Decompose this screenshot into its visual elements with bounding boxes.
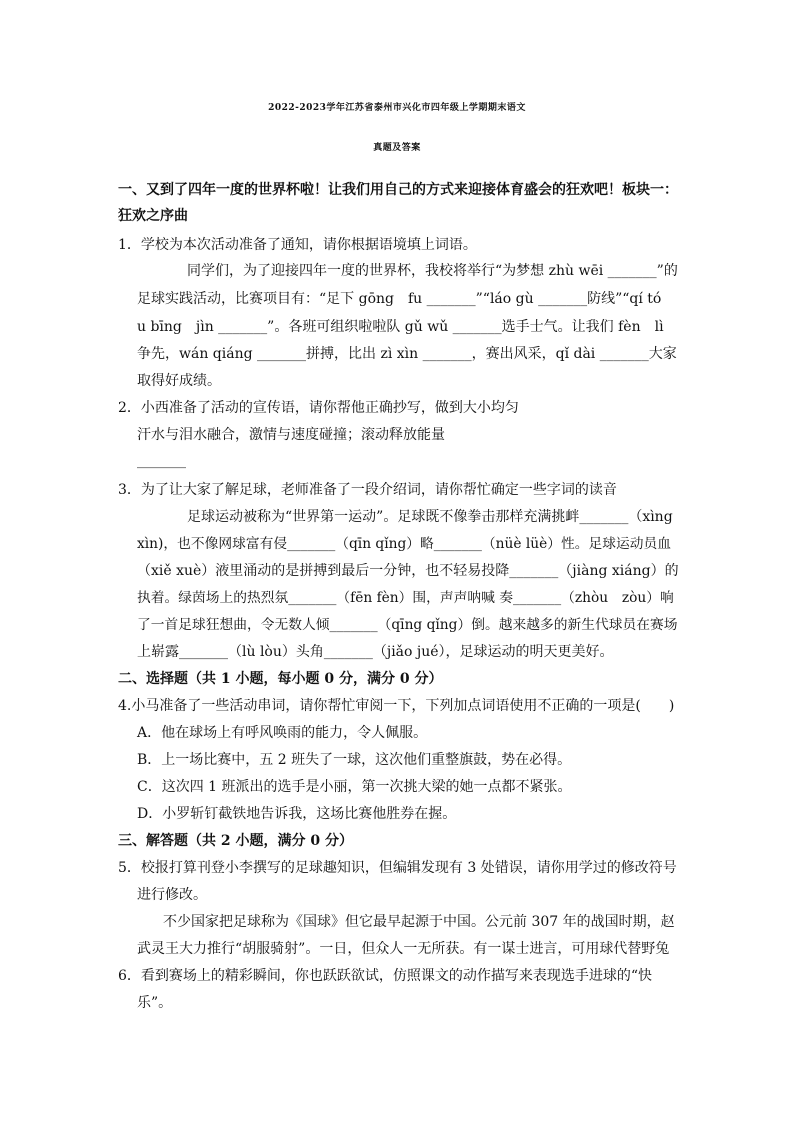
question-1-stem: 1．学校为本次活动准备了通知，请你根据语境填上词语。	[118, 237, 477, 253]
doc-title-line2: 真题及答案	[373, 143, 421, 153]
section-2-heading: 二、选择题（共 1 小题，每小题 0 分，满分 0 分）	[118, 671, 443, 687]
question-4-option-c: C．这次四 1 班派出的选手是小丽，第一次挑大梁的她一点都不紧张。	[137, 779, 572, 795]
section-3-heading: 三、解答题（共 2 小题，满分 0 分）	[118, 833, 353, 849]
question-2-stem: 2．小西准备了活动的宣传语，请你帮他正确抄写，做到大小均匀	[118, 400, 519, 416]
question-1-paragraph-line: 同学们，为了迎接四年一度的世界杯，我校将举行“为梦想 zhù wēi _______”的	[187, 263, 678, 279]
question-2-text: 汗水与泪水融合，激情与速度碰撞；滚动释放能量	[137, 427, 445, 443]
question-1-paragraph-line: u bīng jìn _______”。各班可组织啦啦队 gǔ wǔ _______选手士气。让我们 fèn lì	[137, 319, 664, 335]
question-4-option-a: A．他在球场上有呼风唤雨的能力，令人佩服。	[137, 725, 428, 741]
doc-title-line1: 2022-2023学年江苏省泰州市兴化市四年级上学期期末语文	[268, 103, 526, 113]
question-3-paragraph-line: 了一首足球狂想曲，令无数人倾_______（qīng qǐng）倒。越来越多的新生代球员在赛场	[137, 617, 678, 633]
question-3-stem: 3．为了让大家了解足球，老师准备了一段介绍词，请你帮忙确定一些字词的读音	[118, 482, 617, 498]
question-2-answer-blank: _______	[137, 453, 186, 469]
section-1-heading: 一、又到了四年一度的世界杯啦！让我们用自己的方式来迎接体育盛会的狂欢吧！板块一：	[118, 182, 678, 198]
question-4-option-b: B．上一场比赛中，五 2 班失了一球，这次他们重整旗鼓，势在必得。	[137, 752, 572, 768]
question-4-stem: 4.小马准备了一些活动串词，请你帮忙审阅一下，下列加点词语使用不正确的一项是( )	[118, 698, 675, 714]
question-3-paragraph-line: xìn)，也不像网球富有侵_______（qīn qǐng）略_______（nüè lüè）性。足球运动员血	[137, 536, 672, 552]
question-3-paragraph-line: 上崭露_______（lù lòu）头角_______（jiǎo jué），足球运动的明天更美好。	[137, 644, 614, 660]
question-5-passage-line: 不少国家把足球称为《国球》但它最早起源于中国。公元前 307 年的战国时期，赵	[163, 914, 675, 930]
question-3-paragraph-line: 执着。绿茵场上的热烈氛_______（fēn fèn）围，声声呐喊 奏_______（zhòu zòu）响	[137, 590, 674, 606]
question-6-stem-continued: 乐”。	[137, 995, 173, 1011]
question-1-paragraph-line: 争先，wán qiáng _______拼搏，比出 zì xìn _______，赛出风采，qǐ dài _______大家	[137, 346, 677, 362]
section-1-subheading: 狂欢之序曲	[118, 208, 188, 224]
question-1-paragraph-line: 足球实践活动，比赛项目有：“足下 gōng fu _______”“láo gù _______防线”“qí tó	[137, 291, 662, 307]
question-4-option-d: D．小罗斩钉截铁地告诉我，这场比赛他胜券在握。	[137, 806, 457, 822]
question-1-paragraph-line: 取得好成绩。	[137, 373, 221, 389]
question-6-stem: 6．看到赛场上的精彩瞬间，你也跃跃欲试，仿照课文的动作描写来表现选手进球的“快	[118, 968, 653, 984]
question-5-stem: 5．校报打算刊登小李撰写的足球趣知识，但编辑发现有 3 处错误，请你用学过的修改符号	[118, 860, 677, 876]
question-3-paragraph-line: （xiě xuè）液里涌动的是拼搏到最后一分钟，也不轻易投降_______（jiàng xiáng）的	[137, 563, 679, 579]
question-5-passage-line: 武灵王大力推行“胡服骑射”。一日，但众人一无所获。有一谋士进言，可用球代替野兔	[137, 941, 670, 957]
question-5-stem-continued: 进行修改。	[137, 887, 207, 903]
question-3-paragraph-line: 足球运动被称为“世界第一运动”。足球既不像拳击那样充满挑衅_______（xìng	[187, 509, 673, 525]
